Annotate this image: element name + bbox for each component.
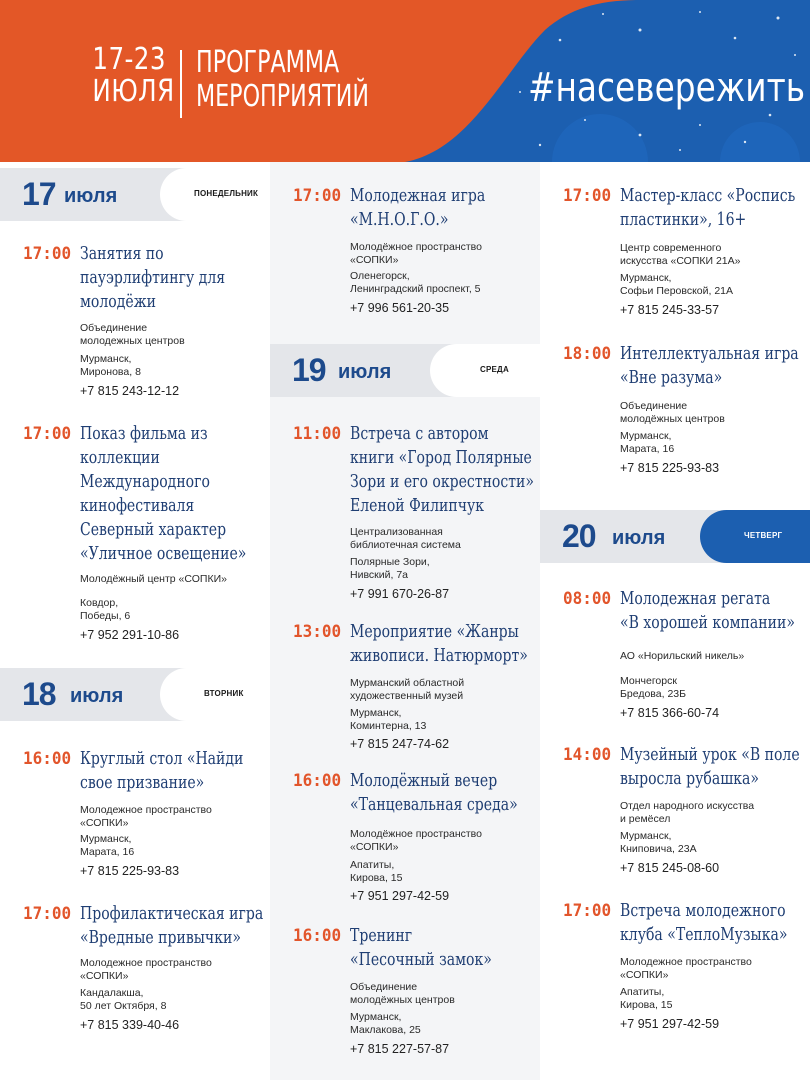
event-address [350, 1011, 540, 1037]
event-title-line: Международного [80, 471, 210, 492]
event-organizer-line: Объединение [80, 322, 148, 334]
event-title-line: Молодежная регата [620, 588, 771, 609]
event-phone: +7 815 243-12-12 [80, 384, 180, 398]
event-address-line: Полярные Зори, [350, 556, 430, 568]
event-organizer-line: Мурманский областной [350, 677, 465, 689]
event-title-line: Еленой Филипчук [350, 495, 485, 516]
day-weekday: ПОНЕДЕЛЬНИК [194, 189, 259, 198]
event-organizer-line: Централизованная [350, 526, 443, 538]
event-organizer-line: Объединение [620, 400, 688, 412]
event-address-line: Мурманск, [620, 272, 672, 284]
event-time: 17:00 [563, 186, 612, 206]
event-phone: +7 815 245-08-60 [620, 861, 720, 875]
event-title-line: «Уличное освещение» [80, 543, 247, 564]
event-address-line: Кандалакша, [80, 987, 144, 999]
event-title-line: Занятия по [80, 243, 164, 264]
event-organizer [350, 241, 540, 267]
event-address-line: Бредова, 23Б [620, 688, 687, 700]
event-address [80, 987, 270, 1013]
event-phone: +7 815 247-74-62 [350, 737, 450, 751]
event-organizer [350, 526, 540, 552]
event-address-line: Софьи Перовской, 21А [620, 285, 734, 297]
event-address-line: Мурманск, [620, 830, 672, 842]
event-address-line: Маклакова, 25 [350, 1024, 421, 1036]
day-month: июля [612, 527, 666, 549]
event-title-line: молодёжи [80, 291, 156, 312]
event-phone: +7 951 297-42-59 [620, 1017, 720, 1031]
event-address-line: Ковдор, [80, 597, 119, 609]
day-weekday: СРЕДА [480, 365, 509, 374]
event-organizer-line: Объединение [350, 981, 418, 993]
event-address-line: Апатиты, [350, 859, 395, 871]
event-address [350, 707, 540, 733]
event-title-line: Встреча молодежного [620, 900, 786, 921]
event-address [80, 353, 270, 379]
event-time: 13:00 [293, 622, 342, 642]
event-address-line: 50 лет Октября, 8 [80, 1000, 167, 1012]
event-title [620, 587, 810, 635]
event-time: 17:00 [23, 424, 72, 444]
event-phone: +7 996 561-20-35 [350, 301, 450, 315]
event-phone: +7 815 366-60-74 [620, 706, 720, 720]
event-organizer [80, 957, 270, 983]
event-address-line: Кирова, 15 [350, 872, 403, 884]
event-title-line: Мероприятие «Жанры [350, 621, 519, 642]
event-title [350, 422, 553, 518]
event-address-line: Книповича, 23А [620, 843, 697, 855]
event-address [620, 675, 810, 701]
event-address-line: Марата, 16 [620, 443, 675, 455]
event-phone: +7 815 225-93-83 [80, 864, 180, 878]
event-title [80, 902, 283, 950]
event-title-line: клуба «ТеплоМузыка» [620, 924, 788, 945]
day-header-17 [0, 168, 270, 221]
event-title [350, 769, 553, 817]
event-title-line: Интеллектуальная игра [620, 343, 799, 364]
column-1 [0, 162, 270, 1080]
event-title-line: Профилактическая игра [80, 903, 264, 924]
event-time: 17:00 [23, 244, 72, 264]
event-title-line: пауэрлифтингу для [80, 267, 226, 288]
event-title [350, 924, 553, 972]
event-title-line: «Вредные привычки» [80, 927, 241, 948]
event-organizer-line: «СОПКИ» [80, 970, 129, 982]
event-title [620, 342, 810, 390]
event-organizer-line: «СОПКИ» [620, 969, 669, 981]
event-address-line: Оленегорск, [350, 270, 410, 282]
event-address-line: Мурманск, [350, 1011, 402, 1023]
event-title-line: книги «Город Полярные [350, 447, 532, 468]
event-organizer [350, 981, 540, 1007]
event-organizer [620, 800, 810, 826]
event-title-line: живописи. Натюрморт» [350, 645, 528, 666]
event-time: 18:00 [563, 344, 612, 364]
event-organizer-line: «СОПКИ» [350, 841, 399, 853]
event-organizer-line: молодёжных центров [350, 994, 455, 1006]
day-number: 20 [562, 518, 596, 554]
event-organizer-line: Молодёжный центр «СОПКИ» [80, 573, 227, 585]
event-address [620, 272, 810, 298]
event-organizer-line: Молодёжное пространство [350, 241, 482, 253]
column-2 [270, 162, 540, 1080]
event-organizer-line: Молодёжное пространство [350, 828, 482, 840]
event-organizer-line: «СОПКИ» [350, 254, 399, 266]
event-address [620, 830, 810, 856]
day-header-19 [270, 344, 540, 397]
event-organizer [350, 828, 540, 854]
event-title-line: Встреча с автором [350, 423, 489, 444]
event-title-line: «М.Н.О.Г.О.» [350, 209, 449, 230]
event-address-line: Мурманск, [80, 353, 132, 365]
event-address [620, 986, 810, 1012]
event-title [80, 242, 283, 314]
event-organizer-line: художественный музей [350, 690, 464, 702]
hashtag: #насевережить [528, 65, 806, 111]
event-organizer [620, 956, 810, 982]
event-title [80, 747, 283, 795]
event-address [350, 556, 540, 582]
event-address [350, 859, 540, 885]
event-title-line: выросла рубашка» [620, 768, 759, 789]
event-organizer-line: Молодежное пространство [620, 956, 752, 968]
event-phone: +7 815 227-57-87 [350, 1042, 450, 1056]
day-header-18 [0, 668, 270, 721]
event-title-line: пластинки», 16+ [620, 209, 747, 230]
event-address-line: Апатиты, [620, 986, 665, 998]
event-organizer-line: искусства «СОПКИ 21А» [620, 255, 741, 267]
event-time: 17:00 [23, 904, 72, 924]
event-phone: +7 815 245-33-57 [620, 303, 720, 317]
event-address-line: Мурманск, [80, 833, 132, 845]
event-address [620, 430, 810, 456]
header-title [196, 46, 369, 114]
header-banner [0, 0, 810, 162]
header-title-line: МЕРОПРИЯТИЙ [196, 79, 369, 114]
event-organizer [80, 322, 270, 348]
event-organizer [620, 650, 810, 663]
event-address-line: Кирова, 15 [620, 999, 673, 1011]
event-address-line: Мурманск, [620, 430, 672, 442]
event-title [80, 422, 283, 566]
event-address [80, 833, 270, 859]
header-divider [180, 50, 182, 118]
event-phone: +7 815 339-40-46 [80, 1018, 180, 1032]
event-organizer [620, 400, 810, 426]
event-address-line: Мурманск, [350, 707, 402, 719]
event-title-line: коллекции [80, 447, 160, 468]
event-organizer-line: библиотечная система [350, 539, 461, 551]
event-phone: +7 815 225-93-83 [620, 461, 720, 475]
event-address-line: Марата, 16 [80, 846, 135, 858]
header-dates [92, 42, 175, 109]
event-organizer-line: Молодежное пространство [80, 804, 212, 816]
event-address-line: Мончегорск [620, 675, 677, 687]
header-dates-range: 17-23 [92, 42, 166, 77]
event-organizer [80, 804, 270, 830]
event-organizer-line: молодёжных центров [620, 413, 725, 425]
event-address-line: Нивский, 7а [350, 569, 408, 581]
event-title [620, 899, 810, 947]
event-organizer [620, 242, 810, 268]
event-phone: +7 951 297-42-59 [350, 889, 450, 903]
event-phone: +7 991 670-26-87 [350, 587, 450, 601]
event-title-line: Молодежная игра [350, 185, 486, 206]
event-title-line: Тренинг [350, 925, 413, 946]
day-header-20 [540, 510, 810, 563]
event-address [350, 270, 540, 296]
event-time: 16:00 [23, 749, 72, 769]
event-title-line: свое призвание» [80, 772, 205, 793]
event-time: 16:00 [293, 771, 342, 791]
event-title-line: Круглый стол «Найди [80, 748, 244, 769]
event-time: 17:00 [563, 901, 612, 921]
day-number: 17 [22, 176, 56, 212]
day-number: 19 [292, 352, 326, 388]
event-time: 11:00 [293, 424, 342, 444]
event-organizer-line: Отдел народного искусства [620, 800, 755, 812]
event-address-line: Победы, 6 [80, 610, 131, 622]
day-number: 18 [22, 676, 56, 712]
event-phone: +7 952 291-10-86 [80, 628, 180, 642]
event-title-line: Мастер-класс «Роспись [620, 185, 796, 206]
event-title-line: Музейный урок «В поле [620, 744, 800, 765]
event-title-line: Показ фильма из [80, 423, 208, 444]
day-month: июля [338, 361, 392, 383]
event-title [350, 620, 553, 668]
event-title-line: «Танцевальная среда» [350, 794, 518, 815]
event-title-line: «В хорошей компании» [620, 612, 795, 633]
event-organizer-line: молодежных центров [80, 335, 185, 347]
event-address [80, 597, 270, 623]
event-title-line: «Вне разума» [620, 367, 723, 388]
header-title-line: ПРОГРАММА [196, 45, 340, 80]
event-address-line: Коминтерна, 13 [350, 720, 427, 732]
event-organizer-line: АО «Норильский никель» [620, 650, 745, 662]
event-organizer-line: Молодежное пространство [80, 957, 212, 969]
event-time: 16:00 [293, 926, 342, 946]
event-address-line: Ленинградский проспект, 5 [350, 283, 481, 295]
event-title-line: Молодёжный вечер [350, 770, 498, 791]
event-title-line: кинофестиваля [80, 495, 195, 516]
event-title-line: Северный характер [80, 519, 227, 540]
event-title-line: «Песочный замок» [350, 949, 492, 970]
event-title-line: Зори и его окрестности» [350, 471, 534, 492]
day-month: июля [70, 685, 124, 707]
day-weekday: ЧЕТВЕРГ [744, 531, 783, 540]
event-organizer-line: и ремёсел [620, 813, 671, 825]
day-month: июля [64, 185, 118, 207]
header-dates-month: ИЮЛЯ [92, 74, 175, 109]
event-organizer [80, 573, 270, 586]
event-address-line: Миронова, 8 [80, 366, 141, 378]
event-time: 14:00 [563, 745, 612, 765]
day-weekday: ВТОРНИК [204, 689, 244, 698]
event-time: 08:00 [563, 589, 612, 609]
column-3 [540, 162, 810, 1080]
event-organizer [350, 677, 540, 703]
event-title [620, 184, 810, 232]
event-organizer-line: Центр современного [620, 242, 722, 254]
event-title [620, 743, 810, 791]
event-organizer-line: «СОПКИ» [80, 817, 129, 829]
event-title [350, 184, 553, 232]
event-time: 17:00 [293, 186, 342, 206]
